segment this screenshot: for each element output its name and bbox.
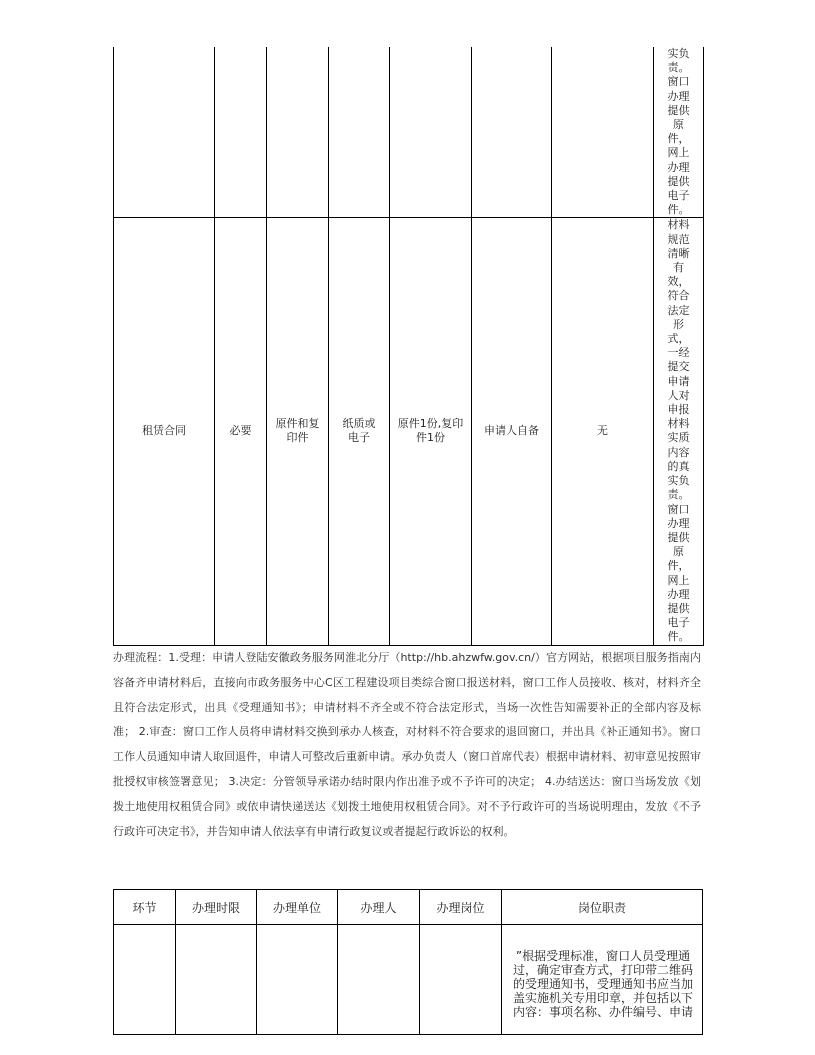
material-required: 必要 xyxy=(215,218,267,645)
post-duty: ”根据受理标准，窗口人员受理通过，确定审查方式，打印带二维码的受理通知书，受理通知书应当加盖实施机关专用印章，并包括以下内容：事项名称、办件编号、申请 xyxy=(502,925,703,1035)
col-header-post: 办理岗位 xyxy=(420,890,502,925)
process-description xyxy=(113,646,701,844)
material-carrier: 纸质或电子 xyxy=(329,218,390,645)
table-row xyxy=(114,925,703,1035)
material-name: 租赁合同 xyxy=(114,218,215,645)
material-fill-requirement: 无 xyxy=(552,218,654,645)
material-source: 申请人自备 xyxy=(472,218,552,645)
table-row xyxy=(114,47,704,218)
table-header-row xyxy=(114,890,703,925)
material-note: 材料规范清晰有效，符合法定形式，一经提交申请人对申报材料实质内容的真实负责。窗口办理提供原件，网上办理提供电子件。 xyxy=(667,218,690,644)
table-row xyxy=(114,218,704,645)
col-header-time-limit: 办理时限 xyxy=(176,890,257,925)
steps-table xyxy=(113,889,703,1035)
col-header-unit: 办理单位 xyxy=(257,890,338,925)
col-header-duty: 岗位职责 xyxy=(502,890,703,925)
material-note: 实负责。窗口办理提供原件，网上办理提供电子件。 xyxy=(667,47,690,217)
materials-table xyxy=(113,47,704,646)
material-count: 原件1份,复印件1份 xyxy=(390,218,472,645)
material-form: 原件和复印件 xyxy=(267,218,329,645)
process-text: 办理流程：1.受理：申请人登陆安徽政务服务网淮北分厅（http://hb.ahzwfw.gov.cn/）官方网站，根据项目服务指南内容备齐申请材料后，直接向市政务服务中心C区工程建设项目类综合窗口报送材料，窗口工作人员接收、核对，材料齐全且符合法定形式，出具《受理通知书》；申请材料不齐全或不符合法定形式，当场一次性告知需要补正的全部内容及标准； 2.审查：窗口工作人员将申请材料交换到承办人核查，对材料不符合要求的退回窗口，并出具《补正通知书》。窗口工作人员通知申请人取回退件，申请人可整改后重新申请。承办负责人（窗口首席代表）根据申请材料、初审意见按照审批授权审核签署意见； 3.决定：分管领导承诺办结时限内作出准予或不予许可的决定； 4.办结送达：窗口当场发放《划拨土地使用权租赁合同》或依申请快递送达《划拨土地使用权租赁合同》。对不予行政许可的当场说明理由，发放《不予行政许可决定书》，并告知申请人依法享有申请行政复议或者提起行政诉讼的权利。 xyxy=(113,651,701,838)
col-header-handler: 办理人 xyxy=(338,890,420,925)
col-header-step: 环节 xyxy=(114,890,176,925)
